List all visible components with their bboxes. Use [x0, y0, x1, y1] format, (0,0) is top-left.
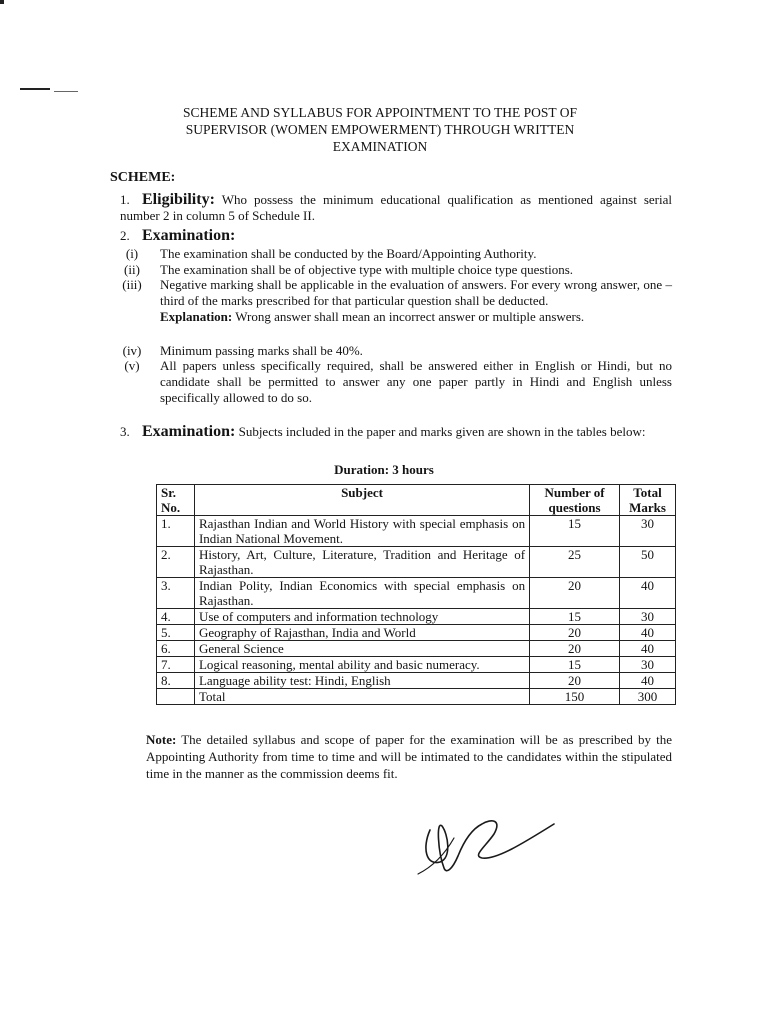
- point-number: (iii): [122, 277, 142, 292]
- table-row: [157, 641, 676, 657]
- point-text: All papers unless specifically required, shall be answered either in English or Hindi, but no candidate shall be permitted to answer any one paper partly in Hindi and English unless specifically allowed to do so.: [160, 358, 672, 405]
- point-text: Negative marking shall be applicable in the evaluation of answers. For every wrong answer, one – third of the marks prescribed for that particular question shall be deducted.: [160, 277, 672, 308]
- cell-marks: 30: [620, 609, 676, 625]
- title-line: EXAMINATION: [332, 139, 428, 154]
- cell-questions: 20: [530, 578, 620, 609]
- cell-marks: 30: [620, 516, 676, 547]
- scheme-heading: SCHEME:: [110, 170, 176, 185]
- point-text: The examination shall be of objective type with multiple choice type questions.: [160, 262, 574, 277]
- scan-mark: [54, 91, 78, 92]
- cell-marks: 40: [620, 578, 676, 609]
- item-number: 2.: [120, 228, 130, 243]
- examination-subjects-heading: Examination:: [142, 423, 236, 440]
- document-title: [140, 104, 620, 155]
- explanation: [160, 309, 672, 325]
- table-row: [157, 673, 676, 689]
- cell-questions: 20: [530, 673, 620, 689]
- examination-point: [110, 262, 672, 278]
- item-number: 1.: [120, 192, 130, 207]
- cell-sr: 3.: [157, 578, 195, 609]
- cell-sr: 5.: [157, 625, 195, 641]
- scan-mark: [20, 88, 50, 90]
- examination-heading: Examination:: [142, 227, 236, 244]
- cell-subject: History, Art, Culture, Literature, Tradition and Heritage of Rajasthan.: [194, 547, 529, 578]
- cell-subject: Use of computers and information technology: [194, 609, 529, 625]
- point-number: (v): [124, 358, 140, 373]
- table-row: [157, 657, 676, 673]
- explanation-label: Explanation:: [160, 309, 233, 324]
- scan-mark: [0, 0, 4, 4]
- title-line: SCHEME AND SYLLABUS FOR APPOINTMENT TO THE POST OF: [182, 105, 578, 120]
- cell-questions: 15: [530, 657, 620, 673]
- cell-sr: 6.: [157, 641, 195, 657]
- header-marks: Total Marks: [620, 485, 676, 516]
- note-text: The detailed syllabus and scope of paper for the examination will be as prescribed by the Appointing Authority from time to time and will be intimated to the candidates within the stipulated time in the manner as the commission deems fit.: [146, 732, 672, 781]
- cell-total-questions: 150: [530, 689, 620, 705]
- cell-marks: 50: [620, 547, 676, 578]
- table-row: [157, 609, 676, 625]
- examination-item: [120, 228, 672, 244]
- cell-marks: 40: [620, 641, 676, 657]
- point-text: Minimum passing marks shall be 40%.: [160, 343, 363, 358]
- cell-questions: 20: [530, 641, 620, 657]
- cell-sr: 7.: [157, 657, 195, 673]
- table-row: [157, 516, 676, 547]
- examination-point: [110, 277, 672, 325]
- header-questions: Number of questions: [530, 485, 620, 516]
- title-line: SUPERVISOR (WOMEN EMPOWERMENT) THROUGH WRITTEN: [185, 122, 575, 137]
- cell-subject: Language ability test: Hindi, English: [194, 673, 529, 689]
- cell-subject: Geography of Rajasthan, India and World: [194, 625, 529, 641]
- note-label: Note:: [146, 732, 177, 747]
- point-number: (iv): [122, 343, 142, 358]
- note-paragraph: [146, 731, 672, 782]
- cell-questions: 15: [530, 516, 620, 547]
- signature: [412, 800, 562, 880]
- cell-sr: 1.: [157, 516, 195, 547]
- examination-point: [110, 246, 672, 262]
- cell-questions: 15: [530, 609, 620, 625]
- explanation-text: Wrong answer shall mean an incorrect answer or multiple answers.: [235, 309, 585, 324]
- cell-questions: 20: [530, 625, 620, 641]
- table-row: [157, 578, 676, 609]
- eligibility-heading: Eligibility:: [142, 191, 215, 208]
- cell-sr: 8.: [157, 673, 195, 689]
- table-total-row: [157, 689, 676, 705]
- eligibility-item: [120, 192, 672, 224]
- cell-questions: 25: [530, 547, 620, 578]
- cell-marks: 30: [620, 657, 676, 673]
- cell-subject: General Science: [194, 641, 529, 657]
- cell-sr: [157, 689, 195, 705]
- header-sr: Sr. No.: [157, 485, 195, 516]
- marks-table: [156, 484, 676, 705]
- eligibility-text: Who possess the minimum educational qualification as mentioned against serial number 2 in column 5 of Schedule II.: [120, 192, 672, 223]
- examination-subjects-text: Subjects included in the paper and marks given are shown in the tables below:: [238, 424, 646, 439]
- cell-total-marks: 300: [620, 689, 676, 705]
- point-number: (i): [125, 246, 139, 261]
- header-subject: Subject: [194, 485, 529, 516]
- cell-subject: Rajasthan Indian and World History with special emphasis on Indian National Movement.: [194, 516, 529, 547]
- cell-marks: 40: [620, 673, 676, 689]
- cell-sr: 2.: [157, 547, 195, 578]
- cell-sr: 4.: [157, 609, 195, 625]
- examination-subjects-item: [120, 424, 672, 440]
- examination-point: [110, 358, 672, 406]
- cell-marks: 40: [620, 625, 676, 641]
- duration-label: Duration: 3 hours: [334, 462, 434, 477]
- cell-total-label: Total: [194, 689, 529, 705]
- cell-subject: Logical reasoning, mental ability and basic numeracy.: [194, 657, 529, 673]
- examination-point: [110, 343, 672, 359]
- table-row: [157, 547, 676, 578]
- item-number: 3.: [120, 424, 130, 439]
- table-row: [157, 625, 676, 641]
- table-header-row: [157, 485, 676, 516]
- point-number: (ii): [124, 262, 140, 277]
- cell-subject: Indian Polity, Indian Economics with special emphasis on Rajasthan.: [194, 578, 529, 609]
- point-text: The examination shall be conducted by the Board/Appointing Authority.: [160, 246, 537, 261]
